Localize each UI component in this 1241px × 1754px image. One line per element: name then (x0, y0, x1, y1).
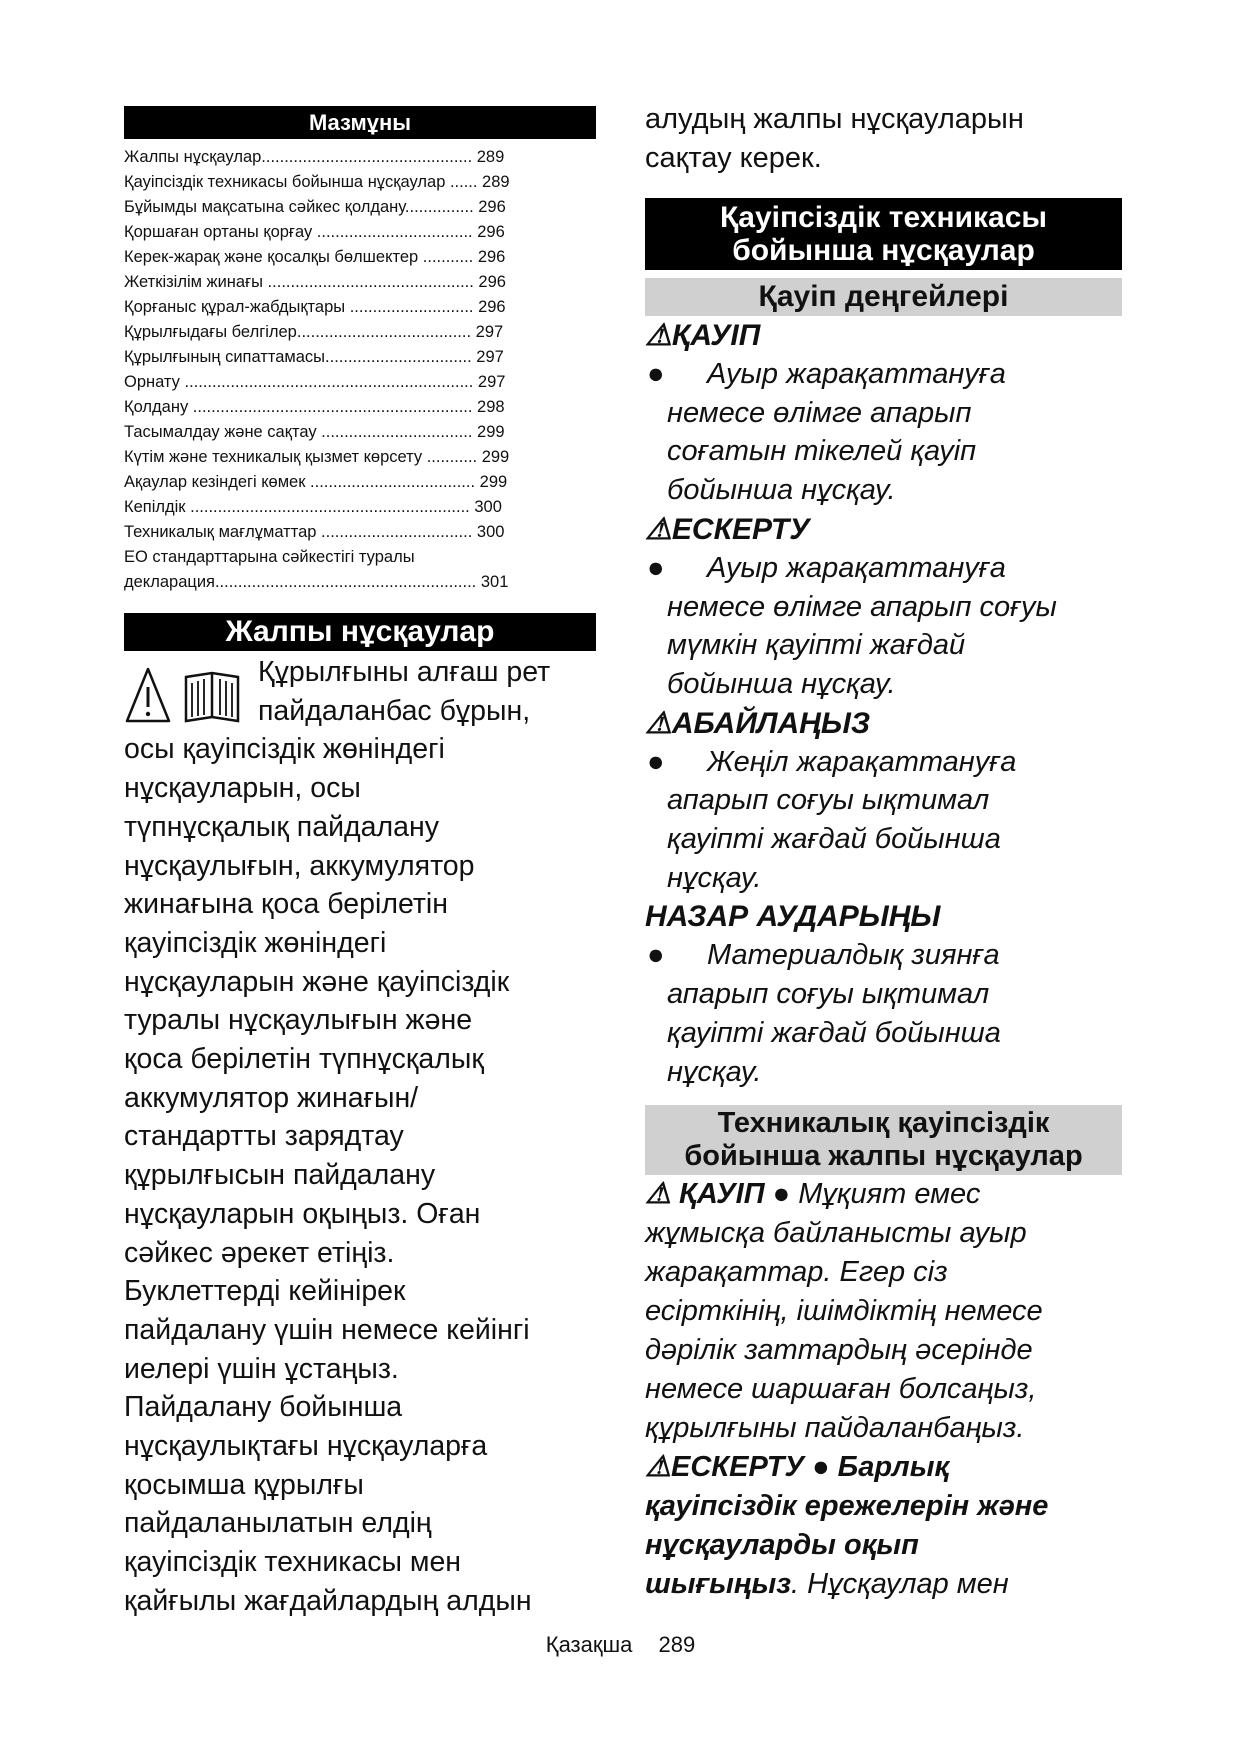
general-line: иелері үшін ұстаңыз. (124, 1352, 399, 1385)
continued-text (645, 100, 1122, 178)
general-line: қоса берілетін түпнұсқалық (124, 1043, 484, 1076)
toc-entry: Орнату ............................................................... 297 (124, 373, 506, 391)
toc-entry: декларация......................................................... 301 (124, 573, 509, 591)
general-line: жинағына қоса берілетін (124, 888, 448, 921)
general-line: қосымша құрылғы (124, 1468, 364, 1501)
general-line: қауіпсіздік техникасы мен (124, 1546, 462, 1579)
danger-text-line: жарақаттар. Егер сіз (645, 1256, 948, 1289)
general-line: түпнұсқалық пайдалану (124, 810, 439, 843)
danger-line (645, 1175, 1122, 1214)
toc-entry: Жеткізілім жинағы ............................................. 296 (124, 273, 506, 291)
toc-entry: Бұйымды мақсатына сәйкес қолдану............... 296 (124, 198, 506, 216)
general-line: нұсқауларын, осы (124, 772, 361, 805)
general-line: сәйкес әрекет етіңіз. (124, 1236, 395, 1269)
general-line: нұсқауларын және қауіпсіздік (124, 965, 510, 998)
hazard-levels-list (645, 316, 1122, 1091)
danger-text-line: дәрілік заттардың әсерінде (645, 1334, 1033, 1367)
bullet-icon: ● (647, 939, 665, 972)
left-column (124, 106, 596, 1621)
toc-title: Мазмұны (124, 106, 596, 139)
hazard-description-line: бойынша нұсқау. (667, 667, 896, 700)
danger-text-line: немесе шаршаған болсаңыз, (645, 1373, 1037, 1406)
hazard-level-label: ⚠АБАЙЛАҢЫЗ (645, 706, 871, 740)
intro-icons (124, 663, 244, 729)
general-intro (124, 653, 596, 1621)
hazard-description-line: Ауыр жарақаттануға (707, 551, 1006, 584)
general-line: Буклеттерді кейінірек (124, 1275, 406, 1308)
intro-line-2: пайдаланбас бұрын, (258, 694, 531, 727)
danger-label: ⚠ ҚАУІП (645, 1178, 765, 1211)
general-line: құрылғысын пайдалану (124, 1159, 436, 1192)
hazard-description-line: мүмкін қауіпті жағдай (667, 629, 966, 662)
hazard-description-line: қауіпті жағдай бойынша (667, 1016, 1001, 1049)
hazard-description-line: соғатын тікелей қауіп (667, 435, 977, 468)
warning-triangle-icon (127, 669, 169, 721)
toc-entry: Құрылғыдағы белгілер...................................... 297 (124, 323, 504, 341)
hazard-description-line: нұсқау. (667, 1055, 762, 1088)
safety-title-line-1: Қауіпсіздік техникасы (719, 201, 1048, 234)
general-line: пайдалану үшін немесе кейінгі (124, 1313, 530, 1346)
hazard-level-description (645, 743, 1122, 898)
general-line: осы қауіпсіздік жөніндегі (124, 733, 445, 766)
general-line: қауіпсіздік жөніндегі (124, 926, 387, 959)
general-line: туралы нұсқаулығын және (124, 1004, 473, 1037)
danger-paragraph (645, 1214, 1122, 1448)
hazard-description-line: Материалдық зиянға (707, 939, 1000, 972)
warn-bold-word: шығыңыз (645, 1568, 792, 1601)
general-line: нұсқауларын оқыңыз. Оған (124, 1197, 481, 1230)
bullet-icon: ● (647, 551, 665, 584)
footer-page-number: 289 (658, 1632, 696, 1657)
danger-text-line: жұмысқа байланысты ауыр (645, 1217, 1027, 1250)
tech-title-line-1: Техникалық қауіпсіздік (717, 1107, 1050, 1140)
intro-line-1: Құрылғыны алғаш рет (258, 656, 551, 688)
hazard-description-line: Жеңіл жарақаттануға (707, 745, 1017, 778)
hazard-level-label: ⚠ЕСКЕРТУ (645, 512, 810, 546)
hazard-level-description (645, 936, 1122, 1091)
hazard-description-line: Ауыр жарақаттануға (707, 358, 1006, 390)
hazard-description-line: нұсқау. (667, 861, 762, 894)
hazard-description-line: апарып соғуы ықтимал (667, 784, 990, 817)
continued-line: сақтау керек. (645, 142, 822, 174)
toc-entry: Күтім және техникалық қызмет көрсету ........... 299 (124, 448, 510, 466)
hazard-level-description (645, 549, 1122, 704)
hazard-description-line: немесе өлімге апарып соғуы (667, 590, 1057, 623)
table-of-contents (124, 145, 596, 595)
tech-safety-title (645, 1105, 1122, 1175)
hazard-level-label: НАЗАР АУДАРЫҢЫ (645, 900, 941, 934)
toc-entry: Қорғаныс құрал-жабдықтары ........................... 296 (124, 298, 506, 316)
toc-entry: Жалпы нұсқаулар.............................................. 289 (124, 148, 505, 166)
toc-entry: Керек-жарақ және қосалқы бөлшектер ........... 296 (124, 248, 506, 266)
tech-title-line-2: бойынша жалпы нұсқаулар (684, 1140, 1083, 1173)
toc-entry: Кепілдік ............................................................. 300 (124, 498, 502, 516)
toc-entry: Қолдану ............................................................. 298 (124, 398, 505, 416)
warn-line-1: ⚠ЕСКЕРТУ ● Барлық (645, 1451, 950, 1484)
hazard-level-label: ⚠ҚАУІП (645, 319, 761, 352)
safety-title-line-2: бойынша нұсқаулар (732, 234, 1035, 267)
bullet-icon: ● (647, 745, 665, 778)
bullet-icon: ● (647, 358, 665, 390)
general-line: стандартты зарядтау (124, 1120, 404, 1153)
general-line: нұсқаулықтағы нұсқауларға (124, 1430, 488, 1463)
warn-line-2: қауіпсіздік ережелерін және (645, 1490, 1049, 1523)
warn-line-3: нұсқауларды оқып (645, 1529, 919, 1562)
general-line: Пайдалану бойынша (124, 1391, 403, 1424)
general-line: пайдаланылатын елдің (124, 1507, 432, 1540)
hazard-description-line: бойынша нұсқау. (667, 474, 896, 507)
toc-entry: Техникалық мағлұматтар ................................. 300 (124, 523, 505, 541)
continued-line: алудың жалпы нұсқауларын (645, 103, 1024, 135)
danger-text-line: құрылғыны пайдаланбаңыз. (645, 1412, 1025, 1445)
general-line: қайғылы жағдайлардың алдын (124, 1584, 532, 1617)
toc-entry: Қоршаған ортаны қорғау .................................. 296 (124, 223, 505, 241)
hazard-description-line: немесе өлімге апарып (667, 396, 972, 429)
warn-rest: . Нұсқаулар мен (791, 1568, 1009, 1601)
page-footer (0, 1632, 1241, 1658)
toc-entry: Ақаулар кезіндегі көмек .................................... 299 (124, 473, 508, 491)
toc-entry: Құрылғының сипаттамасы................................ 297 (124, 348, 504, 366)
general-paragraph (124, 730, 596, 1620)
general-line: аккумулятор жинағын/ (124, 1081, 419, 1114)
toc-entry: Қауіпсіздік техникасы бойынша нұсқаулар ...... 289 (124, 173, 510, 191)
hazard-description-line: қауіпті жағдай бойынша (667, 823, 1001, 856)
hazard-levels-title: Қауіп деңгейлері (645, 278, 1122, 316)
warn-line-4 (645, 1565, 1122, 1604)
manual-book-icon (186, 673, 238, 721)
danger-lead: ● Мұқият емес (764, 1178, 981, 1211)
footer-language: Қазақша (545, 1632, 633, 1657)
safety-section-title (645, 198, 1122, 270)
hazard-level-description (645, 355, 1122, 510)
tech-safety-text (645, 1175, 1122, 1604)
toc-entry: Тасымалдау және сақтау ................................. 299 (124, 423, 505, 441)
toc-entry: ЕО стандарттарына сәйкестігі туралы (124, 548, 415, 566)
general-line: нұсқаулығын, аккумулятор (124, 849, 475, 882)
hazard-description-line: апарып соғуы ықтимал (667, 978, 990, 1011)
general-section-title: Жалпы нұсқаулар (124, 613, 596, 651)
right-column (645, 100, 1122, 1604)
danger-text-line: есірткінің, ішімдіктің немесе (645, 1295, 1043, 1328)
